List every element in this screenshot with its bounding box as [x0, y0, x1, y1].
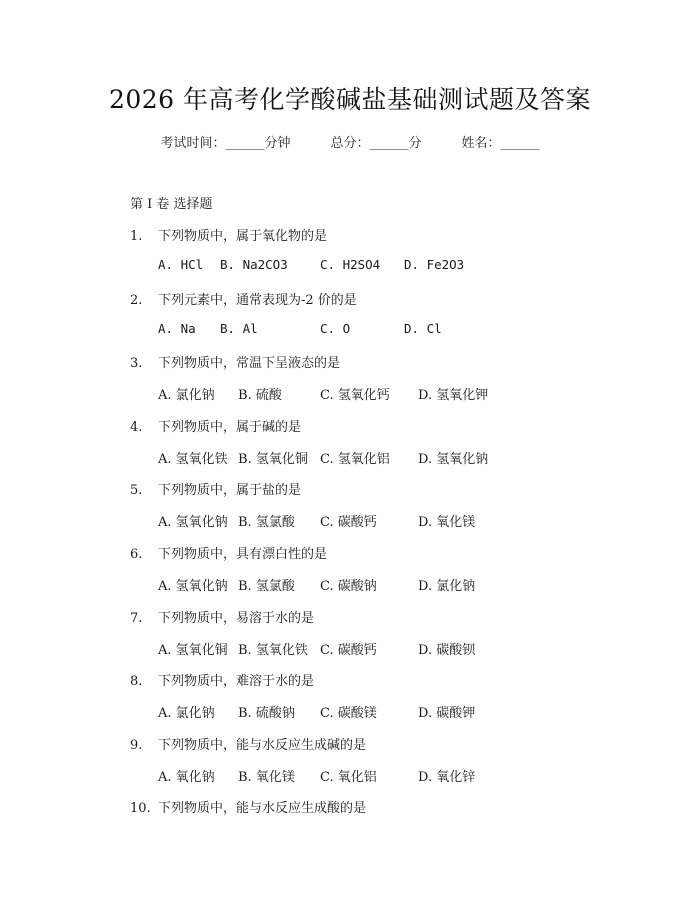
question-number: 10. [130, 801, 151, 816]
option-d[interactable]: D. 碳酸钾 [418, 706, 476, 721]
question-9 [130, 734, 366, 753]
option-a[interactable]: A. 氢氧化钠 [158, 515, 228, 530]
option-a[interactable]: A. 氯化钠 [158, 388, 215, 403]
question-text: 下列物质中，属于盐的是 [158, 483, 302, 498]
question-3 [130, 352, 340, 371]
option-b[interactable]: B. 氢氯酸 [238, 515, 295, 530]
question-number: 5. [130, 483, 143, 498]
option-a[interactable]: A. 氢氧化铜 [158, 643, 228, 658]
option-b[interactable]: B. 氢氯酸 [238, 579, 295, 594]
question-text: 下列物质中，能与水反应生成碱的是 [158, 738, 367, 753]
question-1 [130, 225, 327, 244]
question-text: 下列物质中，具有漂白性的是 [158, 547, 328, 562]
student-name: 姓名：______ [461, 136, 540, 151]
question-number: 3. [130, 356, 143, 371]
question-7 [130, 607, 314, 626]
question-6 [130, 543, 327, 562]
question-number: 9. [130, 738, 143, 753]
option-c[interactable]: C. 碳酸钙 [320, 515, 377, 530]
option-a[interactable]: A. 氧化钠 [158, 770, 215, 785]
option-d[interactable]: D. 氢氧化钠 [418, 452, 489, 467]
option-b[interactable]: B. Na2CO3 [220, 257, 288, 272]
option-d[interactable]: D. 氢氧化钾 [418, 388, 489, 403]
exam-time: 考试时间：______分钟 [160, 136, 291, 151]
option-a[interactable]: A. HCl [158, 257, 204, 272]
question-2 [130, 289, 357, 308]
option-c[interactable]: C. 氢氧化铝 [320, 452, 390, 467]
option-a[interactable]: A. 氯化钠 [158, 706, 215, 721]
option-d[interactable]: D. 氧化锌 [418, 770, 476, 785]
exam-score: 总分：______分 [330, 136, 422, 151]
option-d[interactable]: D. 碳酸钡 [418, 643, 476, 658]
question-number: 7. [130, 611, 143, 626]
option-a[interactable]: A. 氢氧化钠 [158, 579, 228, 594]
question-8 [130, 670, 314, 689]
question-number: 4. [130, 420, 143, 435]
page-title: 2026 年高考化学酸碱盐基础测试题及答案 [108, 85, 592, 114]
option-c[interactable]: C. H2SO4 [320, 257, 381, 272]
option-c[interactable]: C. 氧化铝 [320, 770, 377, 785]
question-text: 下列物质中，能与水反应生成酸的是 [158, 801, 367, 816]
option-b[interactable]: B. 硫酸钠 [238, 706, 295, 721]
option-b[interactable]: B. 氧化镁 [238, 770, 295, 785]
option-d[interactable]: D. 氧化镁 [418, 515, 476, 530]
question-text: 下列物质中，常温下呈液态的是 [158, 356, 341, 371]
option-c[interactable]: C. 碳酸钙 [320, 643, 377, 658]
option-c[interactable]: C. 碳酸钠 [320, 579, 377, 594]
question-text: 下列物质中，难溶于水的是 [158, 674, 315, 689]
option-c[interactable]: C. 氢氧化钙 [320, 388, 390, 403]
question-number: 8. [130, 674, 143, 689]
question-text: 下列元素中，通常表现为-2 价的是 [158, 293, 357, 308]
question-number: 6. [130, 547, 143, 562]
question-text: 下列物质中，属于碱的是 [158, 420, 302, 435]
option-b[interactable]: B. 氢氧化铁 [238, 643, 308, 658]
question-text: 下列物质中，属于氧化物的是 [158, 229, 328, 244]
option-a[interactable]: A. 氢氧化铁 [158, 452, 228, 467]
option-d[interactable]: D. Fe2O3 [404, 257, 465, 272]
option-b[interactable]: B. 硫酸 [238, 388, 282, 403]
option-c[interactable]: C. O [320, 321, 351, 336]
question-10 [130, 797, 366, 816]
option-d[interactable]: D. 氯化钠 [418, 579, 476, 594]
question-4 [130, 416, 301, 435]
question-number: 2. [130, 293, 143, 308]
section-heading: 第 I 卷 选择题 [130, 197, 213, 212]
question-text: 下列物质中，易溶于水的是 [158, 611, 315, 626]
question-5 [130, 479, 301, 498]
exam-info [0, 132, 700, 151]
question-number: 1. [130, 229, 143, 244]
option-d[interactable]: D. Cl [404, 321, 442, 336]
option-b[interactable]: B. 氢氧化铜 [238, 452, 308, 467]
option-b[interactable]: B. Al [220, 321, 258, 336]
option-c[interactable]: C. 碳酸镁 [320, 706, 377, 721]
option-a[interactable]: A. Na [158, 321, 196, 336]
